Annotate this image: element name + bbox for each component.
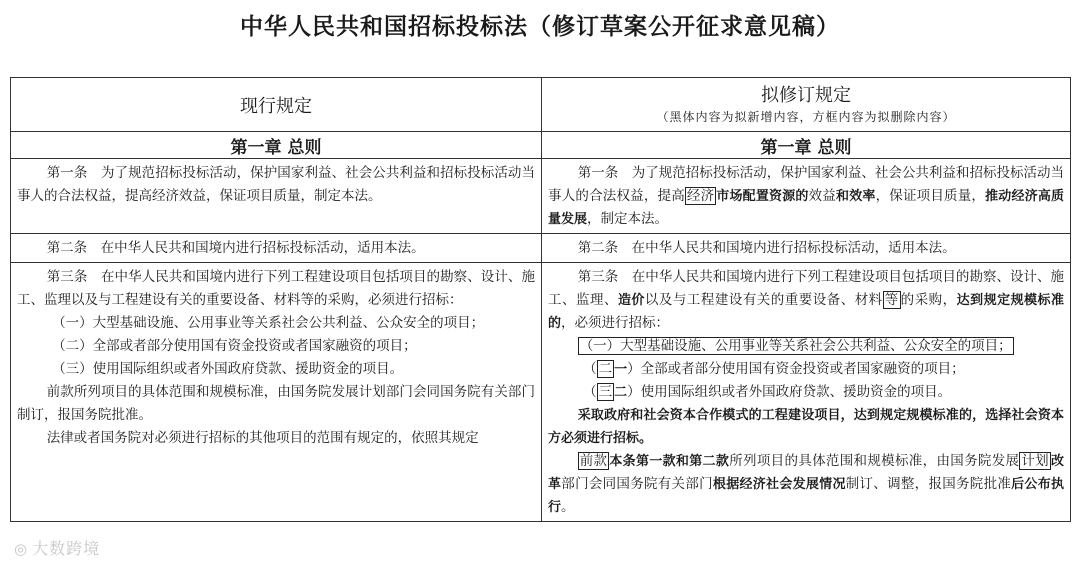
added-text: 后公布执行 [548,477,1064,515]
deleted-text: 前款 [579,453,608,469]
left-article-1 [11,159,542,234]
added-text: 市场配置资源的 [716,189,809,204]
right-article-2-text: 第二条 在中华人民共和国境内进行招标投标活动，适用本法。 [577,240,956,256]
added-text: 改革 [548,454,1065,492]
right-article-3-added-para [548,404,1064,450]
watermark [14,536,100,559]
right-article-3-deleted-item [548,335,1064,358]
added-text: 达到规定规模标准的 [548,293,1065,331]
left-article-2-text: 第二条 在中华人民共和国境内进行招标投标活动，适用本法。 [46,240,425,256]
added-text: 二 [614,385,628,400]
right-article-3-text: 第三条 在中华人民共和国境内进行下列工程建设项目包括项目的勘察、设计、施工、监理、造价以及与工程建设有关的重要设备、材料 等 的采购，达到规定规模标准的，必须进行招标： [548,269,1065,331]
current-rules-header: 现行规定 [11,78,542,132]
added-text: 本条第一款和第二款 [609,454,730,469]
right-article-1-text: 第一条 为了规范招标投标活动，保护国家利益、社会公共利益和招标投标活动当事人的合法权益，提高 经济 市场配置资源的效益和效率，保证项目质量，推动经济高质量发展，制定本法。 [548,165,1065,227]
chapter-heading-left: 第一章 总则 [11,132,542,159]
added-text: 推动经济高质量发展 [548,189,1065,227]
left-article-3 [11,263,542,522]
right-article-3-para-2: 前款 本条第一款和第二款所列项目的具体范围和规模标准，由国务院发展 计划 改革部门会同国务院有关部门根据经济社会发展情况制订、调整，报国务院批准后公布执行。 [548,453,1065,515]
left-article-3-text: 第三条 在中华人民共和国境内进行下列工程建设项目包括项目的勘察、设计、施工、监理以及与工程建设有关的重要设备、材料等的采购，必须进行招标： [17,269,535,308]
table-header-row [11,78,1071,132]
revised-rules-header [542,78,1071,132]
document-title: 中华人民共和国招标投标法（修订草案公开征求意见稿） [240,13,840,40]
watermark-logo-icon: ◎ [14,540,29,558]
deleted-text: 等 [884,292,899,308]
left-article-3-item-3: （三）使用国际组织或者外国政府贷款、援助资金的项目。 [52,361,404,377]
watermark-text: 大数跨境 [32,539,101,558]
left-article-2 [11,234,542,263]
added-text: 采取政府和社会资本合作模式的工程建设项目，达到规定规模标准的，选择社会资本方必须进行招标。 [548,408,1064,446]
revised-rules-note: （黑体内容为拟新增内容，方框内容为拟删除内容） [656,109,956,124]
article-1-row [11,159,1071,234]
chapter-heading-right: 第一章 总则 [542,132,1071,159]
right-article-3-item-2: （ 三 二）使用国际组织或者外国政府贷款、援助资金的项目。 [583,384,952,400]
added-text: 根据经济社会发展情况 [712,477,846,492]
deleted-text: （一）大型基础设施、公用事业等关系社会公共利益、公众安全的项目； [579,338,1012,354]
comparison-table [10,77,1071,522]
right-article-3 [542,263,1071,522]
revised-rules-title: 拟修订规定 [761,84,851,106]
right-article-1 [542,159,1071,234]
right-article-3-item-1: （ 二 一）全部或者部分使用国有资金投资或者国家融资的项目； [583,361,965,377]
left-article-3-para-2: 前款所列项目的具体范围和规模标准，由国务院发展计划部门会同国务院有关部门制订，报国务院批准。 [17,384,535,423]
deleted-text: 经济 [686,188,715,204]
left-article-1-text: 第一条 为了规范招标投标活动，保护国家利益、社会公共利益和招标投标活动当事人的合法权益，提高经济效益，保证项目质量，制定本法。 [17,165,535,204]
right-article-2 [542,234,1071,263]
left-article-3-item-1: （一）大型基础设施、公用事业等关系社会公共利益、公众安全的项目； [52,315,485,331]
chapter-row [11,132,1071,159]
deleted-text: 计划 [1021,453,1049,469]
deleted-text: 二 [598,361,613,377]
article-2-row [11,234,1071,263]
deleted-text: 三 [598,384,613,400]
added-text: 和效率 [836,189,876,204]
article-3-row [11,263,1071,522]
added-text: 造价 [617,293,645,308]
added-text: 一 [614,362,628,377]
left-article-3-item-2: （二）全部或者部分使用国有资金投资或者国家融资的项目； [52,338,417,354]
left-article-3-para-3: 法律或者国务院对必须进行招标的其他项目的范围有规定的，依照其规定 [46,430,479,446]
